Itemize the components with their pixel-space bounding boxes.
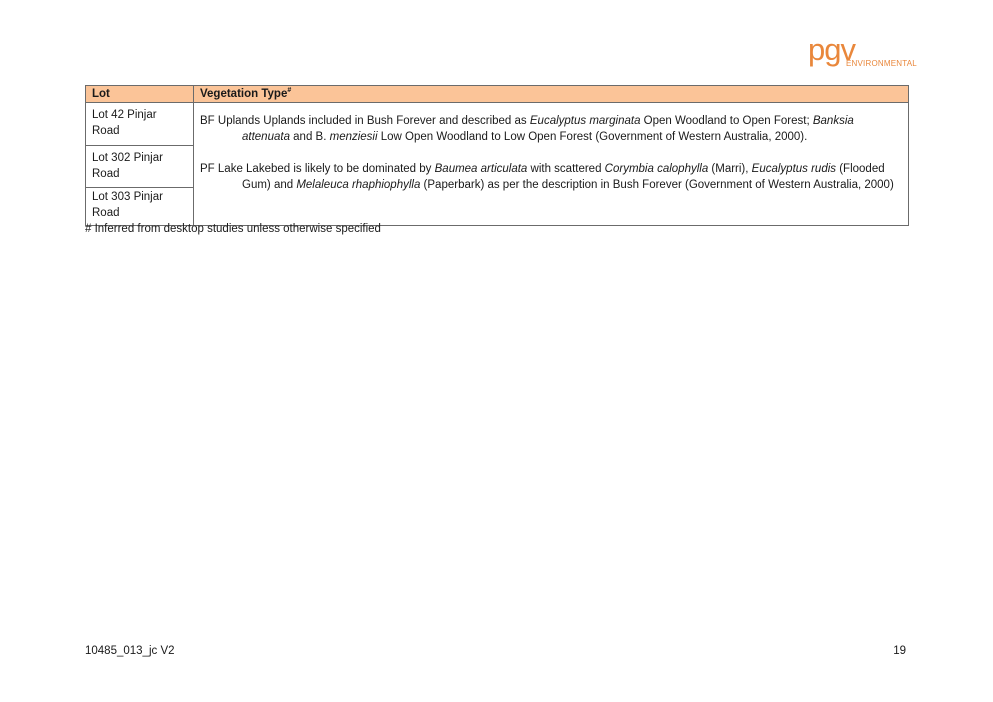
species-name: Corymbia calophylla <box>604 163 709 175</box>
logo-subtitle: ENVIRONMENTAL <box>846 59 917 68</box>
entry-text: with scattered <box>527 163 605 175</box>
lot-cell <box>86 146 194 188</box>
header-footnote-marker: # <box>287 87 292 95</box>
vegetation-entry-pf <box>200 161 902 193</box>
entry-text: Uplands included in Bush Forever and described as <box>260 115 530 127</box>
entry-text: Open Woodland to Open Forest; <box>640 115 813 127</box>
species-name: Eucalyptus marginata <box>529 115 641 127</box>
entry-text: and B. <box>289 131 330 143</box>
vegetation-table <box>85 85 909 226</box>
company-logo <box>808 32 917 72</box>
table-row <box>86 103 909 146</box>
entry-text: Low Open Woodland to Low Open Forest (Government of Western Australia, 2000). <box>377 131 808 143</box>
lot-cell <box>86 103 194 146</box>
table-footnote: # Inferred from desktop studies unless otherwise specified <box>85 223 381 235</box>
species-name: menziesii <box>329 131 378 143</box>
document-reference: 10485_013_jc V2 <box>85 645 175 657</box>
lot-name: Lot 303 Pinjar Road <box>92 191 163 219</box>
species-name: Baumea articulata <box>434 163 528 175</box>
logo-wordmark: pgv <box>808 32 855 67</box>
entry-text: (Marri), <box>708 163 752 175</box>
species-name: Eucalyptus rudis <box>751 163 837 175</box>
vegetation-entry-bf <box>200 113 902 145</box>
vegetation-cell <box>194 103 909 226</box>
header-lot <box>86 86 194 103</box>
lot-name: Lot 302 Pinjar Road <box>92 152 163 180</box>
header-lot-label: Lot <box>92 88 110 100</box>
vegetation-code: PF <box>200 163 215 175</box>
vegetation-code: BF Uplands <box>200 115 261 127</box>
header-vegetation-label: Vegetation Type <box>200 88 288 100</box>
table-header-row <box>86 86 909 103</box>
entry-text: Lake Lakebed is likely to be dominated by <box>214 163 435 175</box>
species-name: Banksia attenuata <box>242 115 854 143</box>
entry-text: (Flooded Gum) and <box>242 163 885 191</box>
header-vegetation-type <box>194 86 909 103</box>
page-number: 19 <box>893 645 906 657</box>
species-name: Melaleuca rhaphiophylla <box>296 179 421 191</box>
entry-text: (Paperbark) as per the description in Bush Forever (Government of Western Australia, 2000) <box>420 179 894 191</box>
lot-cell <box>86 188 194 226</box>
lot-name: Lot 42 Pinjar Road <box>92 109 157 137</box>
